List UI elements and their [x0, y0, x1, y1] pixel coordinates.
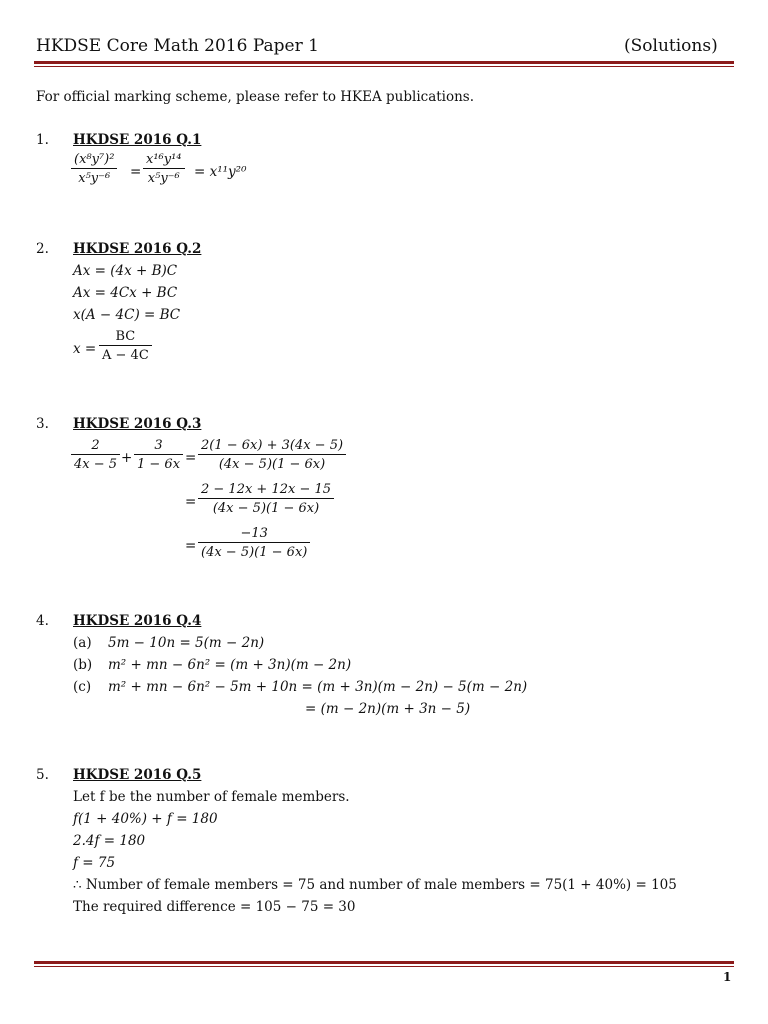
q4-part-a-expr: 5m − 10n = 5(m − 2n)	[108, 635, 265, 651]
q3-f2-denominator: 1 − 6x	[137, 457, 181, 472]
header-rule-thin	[34, 66, 734, 67]
q5-therefore-line: ∴ Number of female members = 75 and number of male members = 75(1 + 40%) = 105	[73, 877, 677, 893]
q5-line-3: f = 75	[73, 855, 116, 871]
q3-r3-numerator: −13	[240, 526, 268, 541]
q4-part-c-expr: m² + mn − 6n² − 5m + 10n = (m + 3n)(m − 2n) − 5(m − 2n)	[108, 679, 528, 695]
q4-part-c-label: (c)	[73, 679, 92, 695]
q3-r2-denominator: (4x − 5)(1 − 6x)	[212, 501, 320, 516]
q3-r3-denominator: (4x − 5)(1 − 6x)	[201, 545, 308, 560]
q4-part-b-label: (b)	[73, 657, 93, 673]
q1-frac1-denominator: x⁵y⁻⁶	[78, 171, 111, 186]
q3-equals-1: =	[185, 450, 197, 466]
q3-result-3	[198, 526, 310, 560]
header-rule-thick	[34, 61, 734, 64]
q3-equals-2: =	[185, 494, 197, 510]
q2-final-lhs: x =	[73, 341, 97, 357]
q1-equals-1: =	[130, 164, 142, 180]
q4-part-c-continuation: = (m − 2n)(m + 3n − 5)	[305, 701, 471, 717]
q2-final-numerator: BC	[115, 329, 136, 344]
q4-heading: HKDSE 2016 Q.4	[73, 613, 202, 629]
q1-heading: HKDSE 2016 Q.1	[73, 132, 202, 148]
q1-result: = x¹¹y²⁰	[194, 164, 247, 180]
q5-number: 5.	[36, 767, 49, 783]
q3-heading: HKDSE 2016 Q.3	[73, 416, 202, 432]
q4-part-a-label: (a)	[73, 635, 92, 651]
q3-fraction-2	[134, 438, 183, 472]
footer-rule-thin	[34, 966, 734, 967]
q3-number: 3.	[36, 416, 49, 432]
q3-f1-denominator: 4x − 5	[74, 457, 118, 472]
q1-frac2-denominator: x⁵y⁻⁶	[147, 171, 180, 186]
q3-r1-denominator: (4x − 5)(1 − 6x)	[218, 457, 326, 472]
q3-result-1	[198, 438, 346, 472]
q5-difference-line: The required difference = 105 − 75 = 30	[73, 899, 356, 915]
q1-frac2-numerator: x¹⁶y¹⁴	[146, 152, 182, 167]
q3-f2-numerator: 3	[154, 438, 163, 453]
intro-text: For official marking scheme, please refer to HKEA publications.	[36, 89, 475, 105]
q3-fraction-1	[71, 438, 120, 472]
page-number: 1	[723, 970, 732, 984]
q5-line-2: 2.4f = 180	[73, 833, 146, 849]
q2-line-1: Ax = (4x + B)C	[73, 263, 178, 279]
q2-final-denominator: A − 4C	[102, 348, 149, 363]
q2-line-2: Ax = 4Cx + BC	[73, 285, 178, 301]
q3-r2-numerator: 2 − 12x + 12x − 15	[201, 482, 332, 497]
q3-equals-3: =	[185, 538, 197, 554]
q2-heading: HKDSE 2016 Q.2	[73, 241, 202, 257]
document-title: HKDSE Core Math 2016 Paper 1	[36, 36, 319, 56]
q3-plus: +	[121, 450, 133, 466]
solutions-label: (Solutions)	[624, 36, 718, 56]
q5-let-statement: Let f be the number of female members.	[73, 789, 350, 805]
q4-number: 4.	[36, 613, 49, 629]
footer-rule-thick	[34, 961, 734, 964]
q5-line-1: f(1 + 40%) + f = 180	[73, 811, 218, 827]
q2-final-fraction	[99, 329, 152, 363]
q1-frac1-numerator: (x⁸y⁷)²	[74, 152, 115, 167]
q2-line-3: x(A − 4C) = BC	[73, 307, 181, 323]
q5-heading: HKDSE 2016 Q.5	[73, 767, 202, 783]
q4-part-b-expr: m² + mn − 6n² = (m + 3n)(m − 2n)	[108, 657, 352, 673]
q3-result-2	[198, 482, 334, 516]
q2-number: 2.	[36, 241, 49, 257]
q3-r1-numerator: 2(1 − 6x) + 3(4x − 5)	[201, 438, 344, 453]
q1-fraction-1	[71, 152, 117, 186]
q1-fraction-2	[143, 152, 185, 186]
q3-f1-numerator: 2	[91, 438, 100, 453]
q1-number: 1.	[36, 132, 49, 148]
